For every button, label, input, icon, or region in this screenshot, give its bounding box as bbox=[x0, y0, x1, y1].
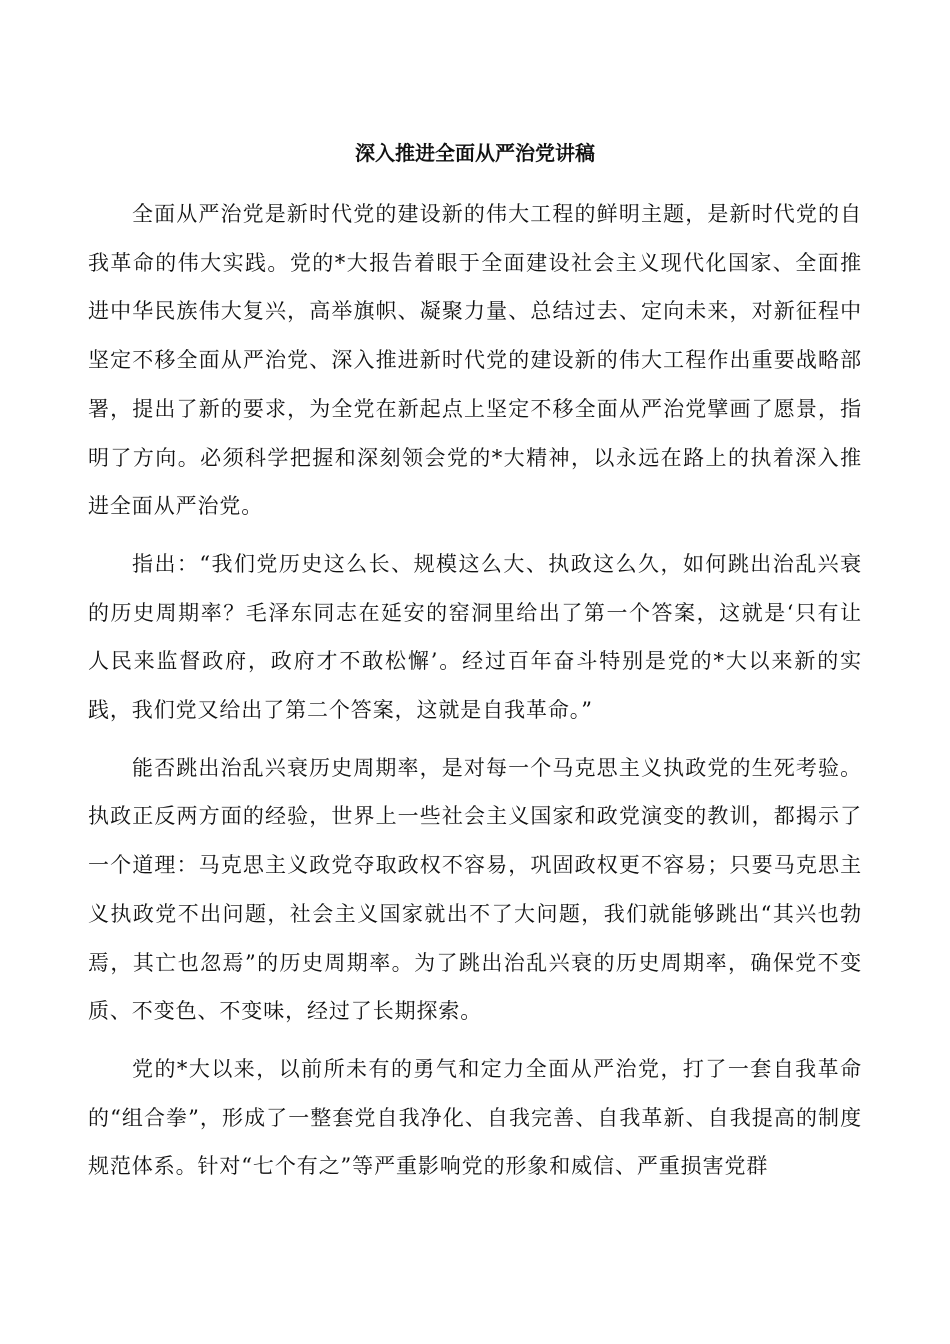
document-body bbox=[88, 190, 862, 1200]
paragraph-3: 能否跳出治乱兴衰历史周期率，是对每一个马克思主义执政党的生死考验。执政正反两方面的经验，世界上一些社会主义国家和政党演变的教训，都揭示了一个道理：马克思主义政党夺取政权不容易，巩固政权更不容易；只要马克思主义执政党不出问题，社会主义国家就出不了大问题，我们就能够跳出“其兴也勃焉，其亡也忽焉”的历史周期率。为了跳出治乱兴衰的历史周期率，确保党不变质、不变色、不变味，经过了长期探索。 bbox=[88, 755, 862, 1024]
document-title: 深入推进全面从严治党讲稿 bbox=[355, 141, 595, 165]
paragraph-1: 全面从严治党是新时代党的建设新的伟大工程的鲜明主题，是新时代党的自我革命的伟大实践。党的*大报告着眼于全面建设社会主义现代化国家、全面推进中华民族伟大复兴，高举旗帜、凝聚力量、总结过去、定向未来，对新征程中坚定不移全面从严治党、深入推进新时代党的建设新的伟大工程作出重要战略部署，提出了新的要求，为全党在新起点上坚定不移全面从严治党擘画了愿景，指明了方向。必须科学把握和深刻领会党的*大精神，以永远在路上的执着深入推进全面从严治党。 bbox=[88, 202, 862, 519]
paragraph-2: 指出：“我们党历史这么长、规模这么大、执政这么久，如何跳出治乱兴衰的历史周期率？毛泽东同志在延安的窑洞里给出了第一个答案，这就是‘只有让人民来监督政府，政府才不敢松懈’。经过百年奋斗特别是党的*大以来新的实践，我们党又给出了第二个答案，这就是自我革命。” bbox=[88, 551, 862, 723]
paragraph-4: 党的*大以来，以前所未有的勇气和定力全面从严治党，打了一套自我革命的“组合拳”，形成了一整套党自我净化、自我完善、自我革新、自我提高的制度规范体系。针对“七个有之”等严重影响党的形象和威信、严重损害党群 bbox=[88, 1056, 862, 1179]
